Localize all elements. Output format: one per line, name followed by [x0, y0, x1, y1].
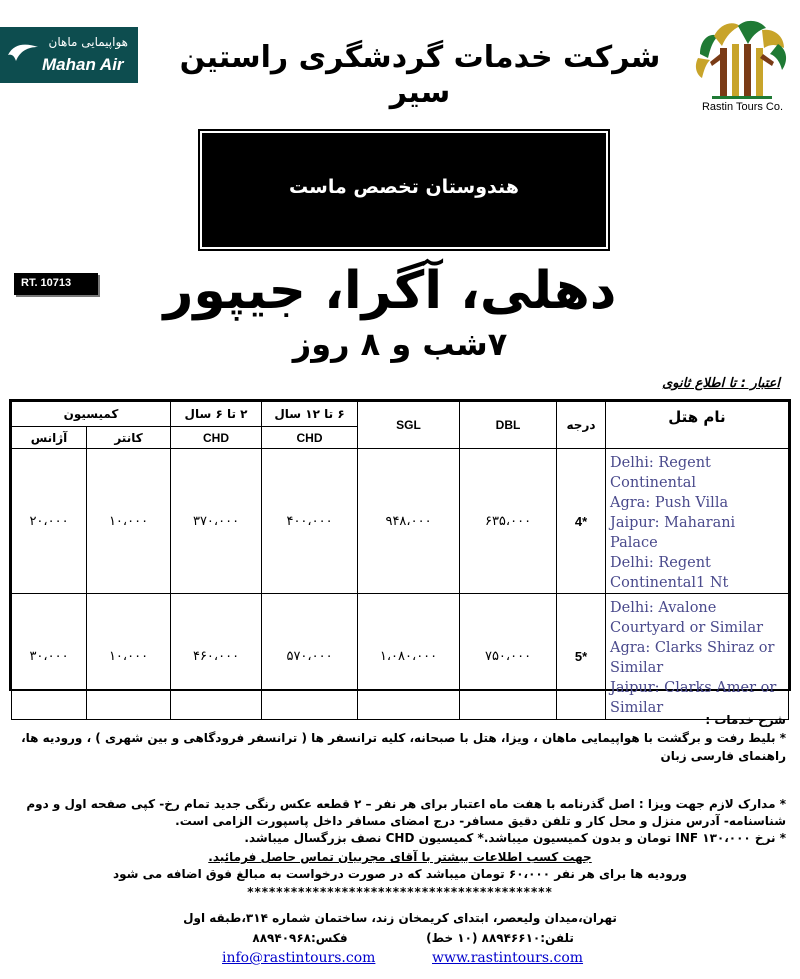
company-address: تهران،میدان ولیعصر، ابتدای کریمخان زند، ساختمان شماره ۳۱۴،طبقه اول	[183, 911, 617, 925]
hotel-line: Delhi: Regent Continental1 Nt	[610, 555, 729, 591]
price-table	[9, 399, 791, 716]
chd-6-12-price-cell: ۴۰۰،۰۰۰	[262, 449, 358, 594]
email-link[interactable]: info@rastintours.com	[222, 950, 376, 966]
header-commission: کمیسیون	[12, 402, 171, 427]
hotel-line: Agra: Push Villa	[610, 495, 729, 511]
header-chd-6-12-age: ۶ تا ۱۲ سال	[262, 402, 358, 427]
company-phone: تلفن:۸۸۹۴۶۶۱۰ (۱۰ خط)	[426, 931, 574, 945]
airline-name-fa: هواپیمایی ماهان	[48, 35, 128, 49]
grade-cell: 5*	[557, 594, 606, 720]
visa-docs-note: * مدارک لازم جهت ویزا : اصل گذرنامه با هفت ماه اعتبار برای هر نفر – ۲ قطعه عکس رنگی جدید تمام رخ- کپی صفحه اول و دوم	[26, 797, 786, 811]
services-line: راهنمای فارسی زبان	[660, 749, 786, 763]
chd-6-12-price-cell: ۵۷۰،۰۰۰	[262, 594, 358, 720]
counter-commission-cell: ۱۰،۰۰۰	[87, 449, 171, 594]
validity-note: اعتبار : تا اطلاع ثانوی	[662, 376, 780, 391]
hotel-line: Jaipur: Maharani Palace	[610, 515, 736, 551]
airline-name-en: Mahan Air	[42, 55, 124, 74]
header-sgl: SGL	[358, 402, 460, 449]
agency-commission-cell: ۳۰،۰۰۰	[12, 594, 87, 720]
hotel-line: Delhi: Regent Continental	[610, 455, 711, 491]
services-heading: شرح خدمات :	[705, 713, 786, 727]
header-grade: درجه	[557, 402, 606, 449]
header-chd-6-12: CHD	[262, 427, 358, 449]
company-fax: فکس:۸۸۹۴۰۹۶۸	[252, 931, 348, 945]
hotel-list-cell	[606, 594, 789, 720]
visa-docs-note: شناسنامه- آدرس منزل و محل کار و تلفن دقیق مسافر- درج امضای مسافر داخل پاسپورت الزامی است.	[175, 814, 786, 828]
mahan-air-logo	[0, 27, 138, 83]
hotel-line: Delhi: Avalone Courtyard or Similar	[610, 600, 764, 636]
table-row	[12, 594, 789, 720]
infant-price-note: * نرخ INF ۱۳۰،۰۰۰ تومان و بدون کمیسیون میباشد.* کمیسیون CHD نصف بزرگسال میباشد.	[244, 831, 786, 845]
grade-cell: 4*	[557, 449, 606, 594]
entry-fee-note: ورودیه ها برای هر نفر ۶۰،۰۰۰ تومان میباشد که در صورت درخواست به مبالغ فوق اضافه می شود	[112, 867, 688, 881]
hotel-list-cell	[606, 449, 789, 594]
tour-duration: ۷شب و ۸ روز	[292, 325, 508, 363]
dbl-price-cell: ۷۵۰،۰۰۰	[460, 594, 557, 720]
header-counter: کانتر	[87, 427, 171, 449]
separator-line: ******************************************	[247, 885, 553, 899]
reference-code-badge: RT. 10713	[14, 273, 98, 295]
header-hotel-name: نام هتل	[606, 402, 789, 449]
sgl-price-cell: ۹۴۸،۰۰۰	[358, 449, 460, 594]
header-agency: آژانس	[12, 427, 87, 449]
services-line: * بلیط رفت و برگشت با هواپیمایی ماهان ، ویزا، هتل با صبحانه، کلیه ترانسفر ها ( ترانسفر فرودگاهی و بین شهری ) ، ورودیه ها،	[21, 731, 786, 745]
website-link[interactable]: www.rastintours.com	[432, 950, 584, 966]
speciality-text: هندوستان تخصص ماست	[289, 176, 519, 198]
header-chd-2-6: CHD	[171, 427, 262, 449]
hotel-line: Agra: Clarks Shiraz or Similar	[610, 640, 775, 676]
header-dbl: DBL	[460, 402, 557, 449]
contact-note: جهت کسب اطلاعات بیشتر با آقای مجربیان تماس حاصل فرمائید.	[208, 850, 592, 864]
company-title: شرکت خدمات گردشگری راستین سیر	[179, 40, 661, 110]
speciality-banner	[202, 133, 606, 247]
sgl-price-cell: ۱،۰۸۰،۰۰۰	[358, 594, 460, 720]
chd-2-6-price-cell: ۴۶۰،۰۰۰	[171, 594, 262, 720]
tour-title: دهلی، آگرا، جیپور	[163, 261, 617, 321]
bird-icon	[6, 41, 40, 63]
chd-2-6-price-cell: ۳۷۰،۰۰۰	[171, 449, 262, 594]
header-chd-2-6-age: ۲ تا ۶ سال	[171, 402, 262, 427]
counter-commission-cell: ۱۰،۰۰۰	[87, 594, 171, 720]
hotel-line: Jaipur: Clarks Amer or Similar	[610, 680, 777, 716]
table-row	[12, 449, 789, 594]
agency-commission-cell: ۲۰،۰۰۰	[12, 449, 87, 594]
rastin-logo-caption: Rastin Tours Co.	[701, 101, 784, 113]
rastin-tree-icon	[690, 14, 795, 104]
dbl-price-cell: ۶۳۵،۰۰۰	[460, 449, 557, 594]
